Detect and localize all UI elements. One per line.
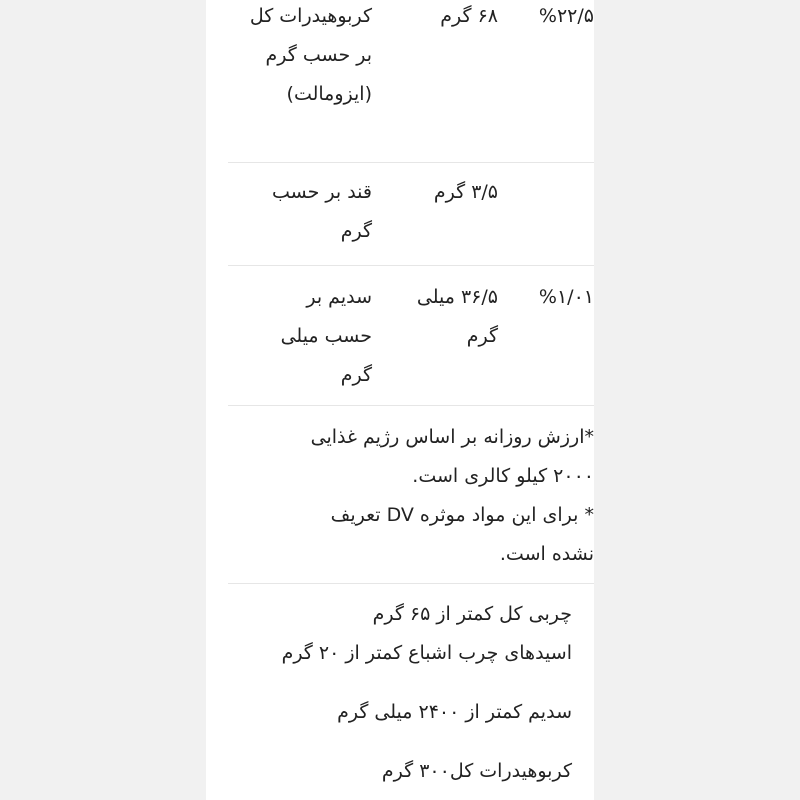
limit-saturated-fat: اسیدهای چرب اشباع کمتر از ۲۰ گرم [281,642,572,664]
limit-total-fat: چربی کل کمتر از ۶۵ گرم [372,603,572,625]
nutrient-dv: %۱/۰۱ [538,286,594,308]
table-row [228,266,594,406]
nutrient-amount: ۳/۵ گرم [433,181,498,203]
table-row [228,163,594,266]
nutrient-dv: %۲۲/۵ [538,5,594,27]
nutrient-name: سدیم بر حسب میلی گرم [280,286,372,386]
nutrient-amount: ۶۸ گرم [440,5,498,27]
table-row [228,0,594,163]
footnote-dv-undefined: * برای این مواد موثره DV تعریف نشده است. [330,504,594,565]
limit-sodium: سدیم کمتر از ۲۴۰۰ میلی گرم [337,701,572,723]
nutrient-amount: ۳۶/۵ میلی گرم [416,286,498,347]
nutrient-name: قند بر حسب گرم [272,181,372,242]
footnotes [228,406,594,584]
nutrient-name: کربوهیدرات کل بر حسب گرم (ایزومالت) [249,5,372,105]
limit-total-carbs: کربوهیدرات کل۳۰۰ گرم [381,760,572,782]
nutrition-panel [206,0,594,800]
footnote-daily-value: *ارزش روزانه بر اساس رژیم غذایی ۲۰۰۰ کیلو کالری است. [310,426,594,487]
